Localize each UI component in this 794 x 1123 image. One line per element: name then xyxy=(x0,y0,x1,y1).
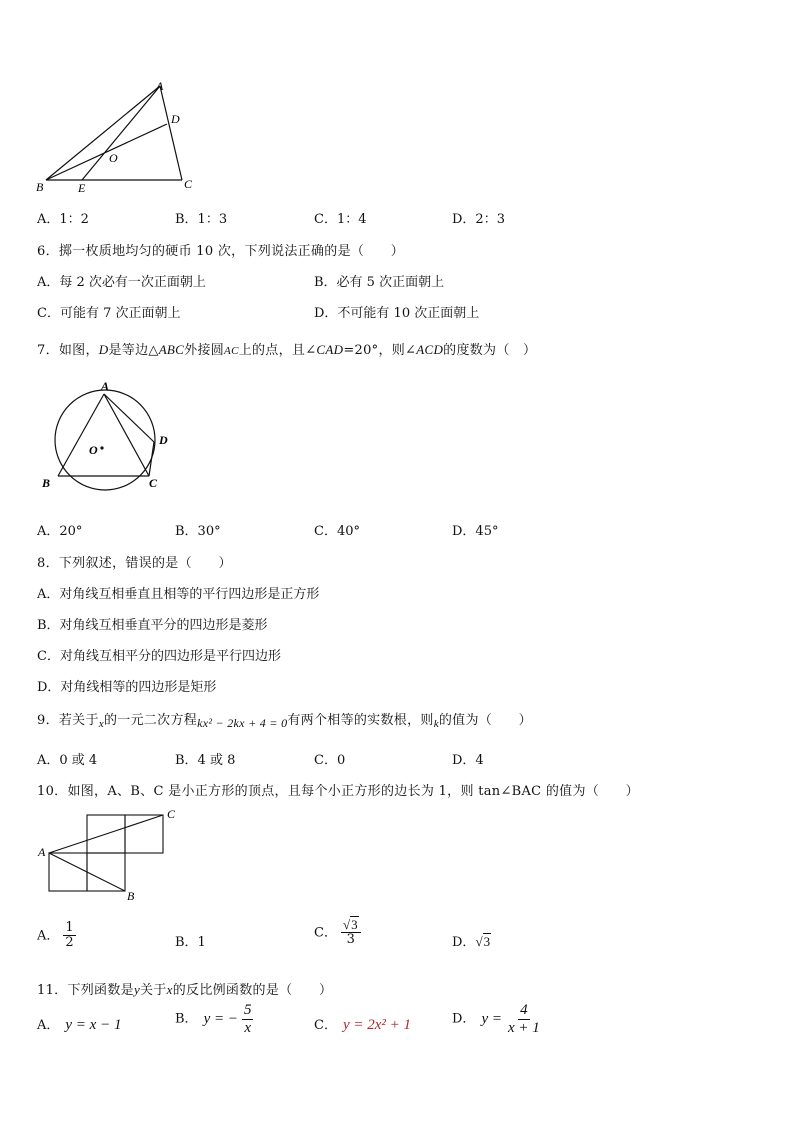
q10-option-a-denominator: 2 xyxy=(65,935,74,951)
q7-stem xyxy=(37,339,536,358)
q11-stem xyxy=(37,979,332,998)
q7-stem-b: 是等边△ xyxy=(108,343,159,358)
q9-stem-c: 有两个相等的实数根，则 xyxy=(287,713,434,728)
fig7-label-D: D xyxy=(159,433,168,447)
fig7-label-A: A xyxy=(101,379,110,393)
q10-option-c xyxy=(314,918,361,948)
q10-option-a-numerator: 1 xyxy=(65,920,74,935)
q7-stem-a: 7．如图， xyxy=(37,343,99,358)
fig7-label-O: O xyxy=(89,443,98,457)
q10-option-a-label: A． xyxy=(37,928,60,944)
q9-stem-b: 的一元二次方程 xyxy=(103,713,198,728)
q10-option-d-sqrt: √3 xyxy=(475,934,491,949)
q9-option-a: A．0 或 4 xyxy=(37,753,98,768)
q11-option-b-denominator: x xyxy=(244,1019,252,1036)
q9-var-x: x xyxy=(98,718,104,730)
figure-q5-triangle xyxy=(30,78,200,196)
q11-option-b xyxy=(175,1002,253,1036)
q9-option-b: B．4 或 8 xyxy=(175,753,236,768)
q7-option-c: C．40° xyxy=(314,524,360,539)
q6-option-a: A．每 2 次必有一次正面朝上 xyxy=(37,275,206,290)
fig5-label-B: B xyxy=(36,180,44,194)
q11-option-b-lhs: y = − xyxy=(203,1010,238,1027)
q10-option-d-radicand: 3 xyxy=(483,934,491,949)
q9-var-k: k xyxy=(433,718,439,730)
q10-option-a-fraction xyxy=(63,921,75,951)
q8-option-a: A．对角线互相垂直且相等的平行四边形是正方形 xyxy=(37,587,320,602)
q8-option-b: B．对角线互相垂直平分的四边形是菱形 xyxy=(37,618,268,633)
q11-option-a-expr: y = x − 1 xyxy=(65,1017,122,1033)
q11-option-d xyxy=(452,1002,542,1036)
q6-option-b: B．必有 5 次正面朝上 xyxy=(314,275,445,290)
q11-option-d-denominator: x + 1 xyxy=(507,1019,540,1036)
q10-option-d xyxy=(452,931,491,950)
fig5-label-A: A xyxy=(156,79,164,93)
q11-var-y: y xyxy=(133,982,141,997)
q7-stem-d: 上的点，且∠ xyxy=(238,343,317,358)
q6-option-c: C．可能有 7 次正面朝上 xyxy=(37,306,181,321)
fig7-label-B: B xyxy=(42,476,51,490)
q11-option-c xyxy=(314,1014,411,1034)
q10-option-c-radicand: 3 xyxy=(351,917,358,932)
q11-stem-c: 的反比例函数的是（ ） xyxy=(172,983,333,998)
q7-stem-f: 的度数为（ ） xyxy=(443,343,537,358)
q11-option-b-fraction xyxy=(242,1002,254,1036)
q11-option-d-fraction xyxy=(506,1002,542,1036)
q11-var-x: x xyxy=(166,982,173,997)
fig10-label-A: A xyxy=(38,845,46,859)
q7-var-d: D xyxy=(98,342,109,357)
q6-option-d: D．不可能有 10 次正面朝上 xyxy=(314,306,480,321)
q11-option-d-numerator: 4 xyxy=(520,1002,528,1018)
q5-option-c: C．1：4 xyxy=(314,212,367,227)
q9-equation: kx² − 2kx + 4 = 0 xyxy=(197,716,288,730)
q9-stem xyxy=(37,709,532,728)
fig5-label-D: D xyxy=(171,112,180,126)
q5-option-b: B．1：3 xyxy=(175,212,228,227)
q10-option-a xyxy=(37,921,76,951)
q6-stem: 6．掷一枚质地均匀的硬币 10 次，下列说法正确的是（ ） xyxy=(37,244,405,259)
figure-q10-grid xyxy=(30,804,190,904)
q10-option-c-label: C． xyxy=(314,925,337,941)
q7-var-acd: ACD xyxy=(416,342,444,357)
q10-option-c-numerator: √3 xyxy=(341,918,361,933)
q9-option-d: D．4 xyxy=(452,753,484,768)
q7-option-d: D．45° xyxy=(452,524,499,539)
q10-option-b: B．1 xyxy=(175,935,206,950)
q7-stem-c: 外接圆 xyxy=(184,343,225,358)
fig7-label-C: C xyxy=(149,476,158,490)
q11-option-a xyxy=(37,1014,121,1034)
fig10-label-C: C xyxy=(167,807,176,821)
q7-arc-ac: AC xyxy=(224,345,239,357)
q11-option-b-numerator: 5 xyxy=(243,1002,252,1018)
q10-option-c-denominator: 3 xyxy=(346,932,355,948)
q11-option-d-lhs: y = xyxy=(481,1010,502,1027)
q10-option-d-label: D． xyxy=(452,935,476,950)
q9-stem-d: 的值为（ ） xyxy=(438,713,532,728)
q10-stem: 10．如图，A、B、C 是小正方形的顶点，且每个小正方形的边长为 1，则 tan∠BAC 的值为（ ） xyxy=(37,784,639,799)
q5-option-d: D．2：3 xyxy=(452,212,505,227)
q9-stem-a: 9．若关于 xyxy=(37,713,99,728)
q8-stem: 8．下列叙述，错误的是（ ） xyxy=(37,556,232,571)
fig5-label-E: E xyxy=(78,181,86,195)
q11-option-d-label: D． xyxy=(452,1011,476,1027)
q9-option-c: C．0 xyxy=(314,753,346,768)
q5-option-a: A．1：2 xyxy=(37,212,89,227)
figure-q7-circle xyxy=(36,378,186,498)
q11-option-b-label: B． xyxy=(175,1011,198,1027)
q11-option-c-expr: y = 2x² + 1 xyxy=(342,1017,412,1033)
q7-stem-e: =20°，则∠ xyxy=(343,343,417,358)
q11-option-c-label: C． xyxy=(314,1018,337,1033)
q11-stem-b: 关于 xyxy=(140,983,167,998)
q7-option-a: A．20° xyxy=(37,524,83,539)
q8-option-c: C．对角线互相平分的四边形是平行四边形 xyxy=(37,649,281,664)
fig10-label-B: B xyxy=(127,889,135,903)
q10-option-c-fraction xyxy=(341,918,361,948)
q11-stem-a: 11．下列函数是 xyxy=(37,983,134,998)
fig5-label-O: O xyxy=(109,151,118,165)
q7-option-b: B．30° xyxy=(175,524,221,539)
fig5-label-C: C xyxy=(184,177,193,191)
q7-var-abc: ABC xyxy=(158,342,185,357)
q7-var-cad: CAD xyxy=(316,342,344,357)
q11-option-a-label: A． xyxy=(37,1018,60,1033)
q8-option-d: D．对角线相等的四边形是矩形 xyxy=(37,680,217,695)
